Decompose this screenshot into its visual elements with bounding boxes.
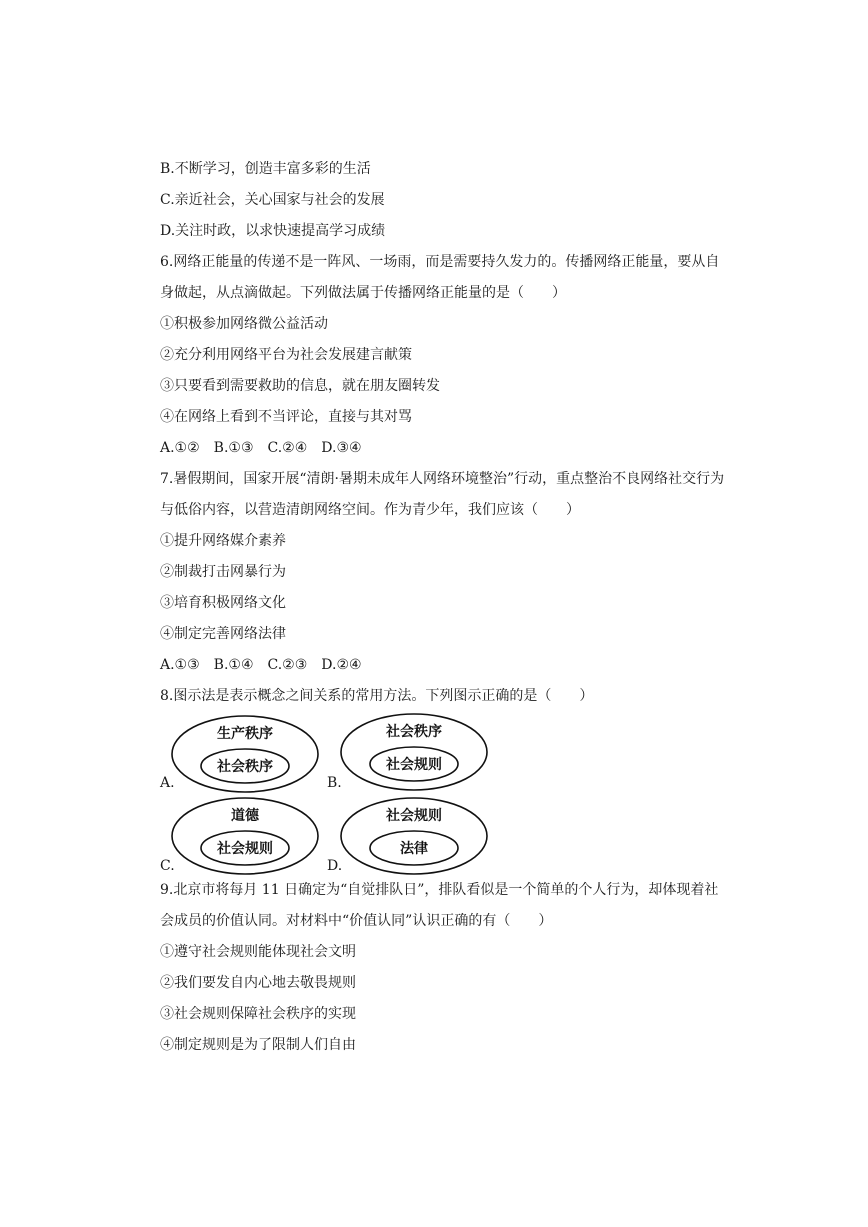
diagram-d-letter: D. [327, 858, 343, 874]
q9-stem-line-1: 9.北京市将每月 11 日确定为“自觉排队日”，排队看似是一个简单的个人行为，却体现着社 [160, 882, 719, 898]
q6-item-1: ①积极参加网络微公益活动 [160, 316, 328, 332]
q6-options: A.①② B.①③ C.②④ D.③④ [160, 440, 362, 456]
q5-option-b: B.不断学习，创造丰富多彩的生活 [160, 161, 371, 177]
q7-item-3: ③培育积极网络文化 [160, 595, 286, 611]
q9-item-3: ③社会规则保障社会秩序的实现 [160, 1006, 356, 1022]
q9-item-4: ④制定规则是为了限制人们自由 [160, 1037, 356, 1053]
q6-item-4: ④在网络上看到不当评论，直接与其对骂 [160, 409, 412, 425]
diagram-d-outer-label: 社会规则 [386, 808, 442, 824]
diagram-a-outer-label: 生产秩序 [217, 726, 273, 742]
q6-stem-line-2: 身做起，从点滴做起。下列做法属于传播网络正能量的是（ ） [160, 285, 566, 301]
q7-stem-line-1: 7.暑假期间，国家开展“清朗·暑期未成年人网络环境整治”行动，重点整治不良网络社交行为 [160, 471, 725, 487]
q9-item-1: ①遵守社会规则能体现社会文明 [160, 944, 356, 960]
q6-item-2: ②充分利用网络平台为社会发展建言献策 [160, 347, 412, 363]
diagram-d [339, 796, 489, 876]
diagram-d-inner-label: 法律 [400, 841, 428, 857]
diagram-b [339, 712, 489, 792]
diagram-a [170, 714, 320, 794]
q7-item-2: ②制裁打击网暴行为 [160, 564, 286, 580]
diagram-b-outer-label: 社会秩序 [386, 724, 442, 740]
diagram-c-inner-label: 社会规则 [217, 841, 273, 857]
q7-stem-line-2: 与低俗内容，以营造清朗网络空间。作为青少年，我们应该（ ） [160, 502, 580, 518]
diagram-c [170, 796, 320, 876]
q7-item-1: ①提升网络媒介素养 [160, 533, 286, 549]
diagram-b-inner-label: 社会规则 [386, 757, 442, 773]
q6-item-3: ③只要看到需要救助的信息，就在朋友圈转发 [160, 378, 440, 394]
diagram-c-letter: C. [160, 858, 175, 874]
q5-option-d: D.关注时政，以求快速提高学习成绩 [160, 223, 386, 239]
q7-item-4: ④制定完善网络法律 [160, 626, 286, 642]
q7-options: A.①③ B.①④ C.②③ D.②④ [160, 657, 362, 673]
diagram-b-letter: B. [327, 775, 342, 791]
diagram-c-outer-label: 道德 [231, 808, 259, 824]
q6-stem-line-1: 6.网络正能量的传递不是一阵风、一场雨，而是需要持久发力的。传播网络正能量，要从自 [160, 254, 720, 270]
diagram-a-inner-label: 社会秩序 [217, 759, 273, 775]
q9-stem-line-2: 会成员的价值认同。对材料中“价值认同”认识正确的有（ ） [160, 913, 553, 929]
q5-option-c: C.亲近社会，关心国家与社会的发展 [160, 192, 385, 208]
q9-item-2: ②我们要发自内心地去敬畏规则 [160, 975, 356, 991]
diagram-a-letter: A. [160, 775, 175, 791]
q8-stem: 8.图示法是表示概念之间关系的常用方法。下列图示正确的是（ ） [160, 688, 594, 704]
